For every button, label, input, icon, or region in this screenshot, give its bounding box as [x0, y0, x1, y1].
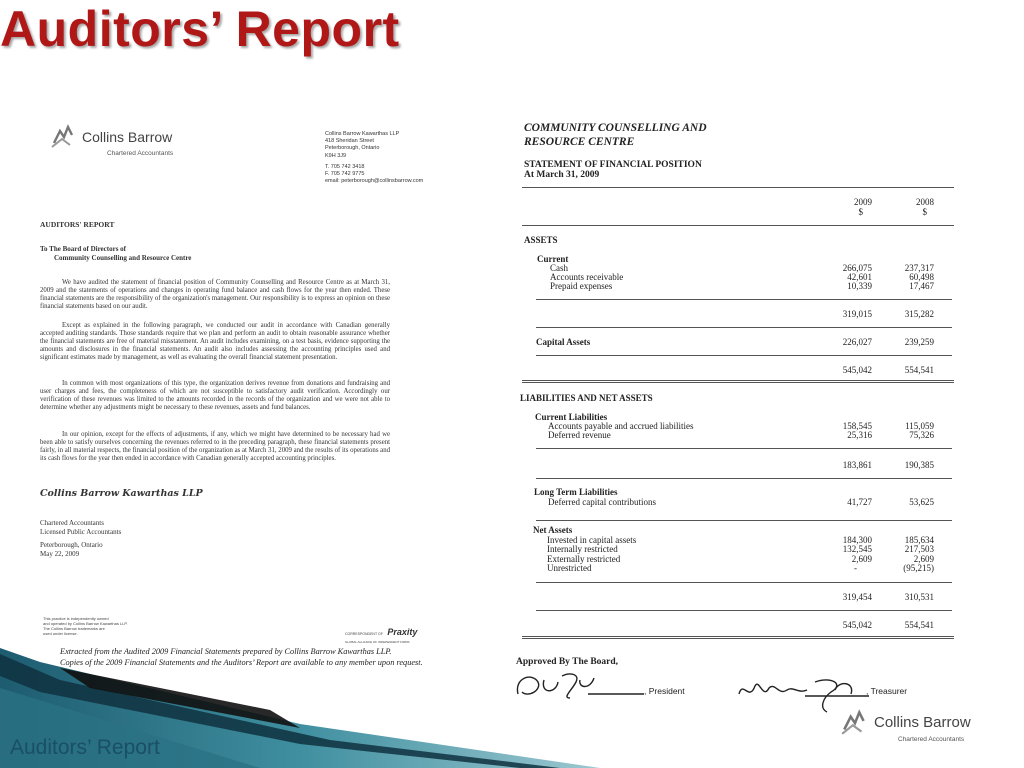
external-label: Externally restricted	[547, 554, 621, 564]
statement-firm-subtitle: Chartered Accountants	[898, 736, 965, 743]
footnote-line-1: Extracted from the Audited 2009 Financial Statements prepared by Collins Barrow Kawarthas LLP.	[60, 647, 392, 656]
cash-2009: 266,075	[842, 263, 872, 273]
assets-total-2008: 554,541	[904, 365, 934, 375]
unrestricted-label: Unrestricted	[547, 563, 592, 573]
letter-paragraph: In common with most organizations of this type, the organization derives revenue from donations and fundraising and user charges and fees, the completeness of which are not susceptible to satisfactory audit verification. Accordingly our verification of these revenues was limited to the amounts recorded in the records of the organization and we were not able to determine whether any adjustments might be necessary to these revenues, assets and fund balances.	[40, 380, 390, 412]
internal-label: Internally restricted	[547, 544, 618, 554]
letter-paragraph: Except as explained in the following paragraph, we conducted our audit in accordance with Canadian generally accepted auditing standards. Those standards require that we plan and perform an audit to obtain reasonable assurance whether the financial statements are free of material misstatement. An audit includes examining, on a test basis, evidence supporting the amounts and disclosures in the financial statements. An audit also includes assessing the accounting principles used and significant estimates made by management, as well as evaluating the overall financial statement presentation.	[40, 322, 390, 362]
cash-label: Cash	[550, 263, 568, 273]
internal-2009: 132,545	[842, 544, 872, 554]
signoff-line: Chartered Accountants	[40, 519, 104, 527]
net-assets-total-2008: 310,531	[904, 592, 934, 602]
firm-address-block	[325, 131, 423, 185]
grand-total-2009: 545,042	[842, 620, 872, 630]
invested-2008: 185,634	[904, 535, 934, 545]
external-2009: 2,609	[851, 554, 872, 564]
divider	[536, 448, 952, 449]
divider	[536, 610, 952, 611]
signoff-line: Peterborough, Ontario	[40, 541, 103, 549]
current-total-2008: 315,282	[904, 309, 934, 319]
receivable-2008: 60,498	[909, 272, 934, 282]
current-liabilities-heading: Current Liabilities	[535, 412, 608, 422]
praxity-tagline: GLOBAL ALLIANCE OF INDEPENDENT FIRMS	[345, 640, 410, 644]
address-line: 418 Sheridan Street	[325, 138, 374, 145]
current-heading: Current	[537, 254, 569, 264]
capital-assets-2008: 239,259	[904, 337, 934, 347]
divider	[536, 478, 952, 479]
assets-total-2009: 545,042	[842, 365, 872, 375]
address-line: T. 705 742 3418	[325, 163, 365, 170]
approved-line: Approved By The Board,	[516, 657, 619, 667]
slide-title: Auditors’ Report	[0, 1, 400, 57]
divider	[536, 327, 952, 328]
collins-barrow-logo-icon	[840, 708, 870, 736]
praxity-logo	[345, 622, 417, 644]
current-liab-total-2009: 183,861	[842, 460, 872, 470]
letter-fineprint	[43, 616, 128, 636]
col-unit-2008: $	[922, 207, 927, 217]
deferred-revenue-2009: 25,316	[847, 430, 872, 440]
signoff-line: Licensed Public Accountants	[40, 528, 122, 536]
receivable-label: Accounts receivable	[550, 272, 624, 282]
address-line: Peterborough, Ontario	[325, 145, 380, 152]
fineprint-line: and operated by Collins Barrow Kawarthas LLP.	[43, 621, 128, 626]
grand-total-2008: 554,541	[904, 620, 934, 630]
divider	[536, 299, 952, 300]
current-liab-total-2008: 190,385	[904, 460, 934, 470]
double-divider	[522, 380, 954, 383]
net-assets-heading: Net Assets	[533, 525, 573, 535]
receivable-2009: 42,601	[847, 272, 872, 282]
letter-firm-name: Collins Barrow	[82, 129, 173, 145]
payables-2009: 158,545	[842, 421, 872, 431]
letter-addressee-1: To The Board of Directors of	[40, 245, 127, 253]
unrestricted-2008: (95,215)	[903, 563, 934, 573]
internal-2008: 217,503	[904, 544, 934, 554]
double-divider	[522, 636, 954, 639]
address-line: K9H 3J9	[325, 152, 347, 159]
letter-paragraph: In our opinion, except for the effects of adjustments, if any, which we might have determined to be necessary had we been able to satisfy ourselves concerning the revenues referred to in the preceding paragraph, these financial statements present fairly, in all material respects, the financial position of the organization as at March 31, 2009 and the results of its operations and its cash flows for the year then ended in accordance with Canadian generally accepted accounting principles.	[40, 431, 390, 463]
prepaid-2009: 10,339	[847, 281, 872, 291]
payables-label: Accounts payable and accrued liabilities	[548, 421, 694, 431]
statement-org-line2: RESOURCE CENTRE	[524, 136, 635, 148]
capital-assets-label: Capital Assets	[536, 337, 591, 347]
statement-org-line1: COMMUNITY COUNSELLING AND	[524, 122, 707, 134]
deferred-capital-label: Deferred capital contributions	[548, 497, 656, 507]
prepaid-2008: 17,467	[909, 281, 934, 291]
praxity-name: Praxity	[387, 627, 418, 637]
fineprint-line: This practice is independently owned	[43, 616, 109, 621]
address-line: email: peterborough@collinsbarrow.com	[325, 178, 424, 185]
unrestricted-2009: -	[854, 563, 857, 573]
cash-2008: 237,317	[904, 263, 934, 273]
col-unit-2009: $	[858, 207, 863, 217]
external-2008: 2,609	[913, 554, 934, 564]
letter-paragraph: We have audited the statement of financial position of Community Counselling and Resource Centre as at March 31, 2009 and the statements of operations and changes in operating fund balance and cash flows for the year then ended. These financial statements are the responsibility of the organization's management. Our responsibility is to express an opinion on these financial statements based on our audit.	[40, 279, 390, 311]
praxity-prefix: CORRESPONDENT OF	[345, 632, 383, 636]
divider	[536, 582, 952, 583]
payables-2008: 115,059	[905, 421, 934, 431]
statement-date: At March 31, 2009	[524, 170, 600, 180]
divider	[522, 225, 954, 226]
letter-heading: AUDITORS' REPORT	[40, 220, 115, 229]
divider	[536, 355, 952, 356]
current-total-2009: 319,015	[842, 309, 872, 319]
deferred-capital-2009: 41,727	[847, 497, 872, 507]
president-label: , President	[644, 686, 685, 696]
deferred-revenue-label: Deferred revenue	[548, 430, 611, 440]
invested-label: Invested in capital assets	[547, 535, 637, 545]
longterm-heading: Long Term Liabilities	[534, 487, 618, 497]
prepaid-label: Prepaid expenses	[550, 281, 613, 291]
treasurer-label: , Treasurer	[866, 686, 908, 696]
liabilities-heading: LIABILITIES AND NET ASSETS	[520, 393, 653, 403]
letter-signature: Collins Barrow Kawarthas LLP	[40, 488, 203, 499]
letter-addressee-2: Community Counselling and Resource Centre	[54, 254, 192, 262]
signoff-line: May 22, 2009	[40, 550, 80, 558]
statement-firm-name: Collins Barrow	[874, 714, 971, 731]
president-signature-icon	[510, 668, 650, 704]
fineprint-line: The Collins Barrow trademarks are	[43, 626, 105, 631]
assets-heading: ASSETS	[524, 235, 558, 245]
net-assets-total-2009: 319,454	[842, 592, 872, 602]
footnote-line-2: Copies of the 2009 Financial Statements and the Auditors’ Report are available to any member upon request.	[60, 658, 423, 667]
letter-firm-subtitle: Chartered Accountants	[107, 150, 174, 157]
deferred-capital-2008: 53,625	[909, 497, 934, 507]
collins-barrow-logo-icon	[50, 123, 78, 149]
deferred-revenue-2008: 75,326	[909, 430, 934, 440]
col-header-2008: 2008	[916, 197, 934, 207]
statement-title: STATEMENT OF FINANCIAL POSITION	[524, 160, 702, 170]
capital-assets-2009: 226,027	[842, 337, 872, 347]
fineprint-line: used under license.	[43, 631, 78, 636]
bottom-slide-label: Auditors’ Report	[10, 736, 160, 759]
divider	[522, 187, 954, 188]
address-line: Collins Barrow Kawarthas LLP	[325, 131, 400, 137]
divider	[536, 520, 952, 521]
col-header-2009: 2009	[854, 197, 872, 207]
address-line: F. 705 742 9775	[325, 171, 365, 178]
invested-2009: 184,300	[842, 535, 872, 545]
letter-signoff	[40, 519, 121, 559]
